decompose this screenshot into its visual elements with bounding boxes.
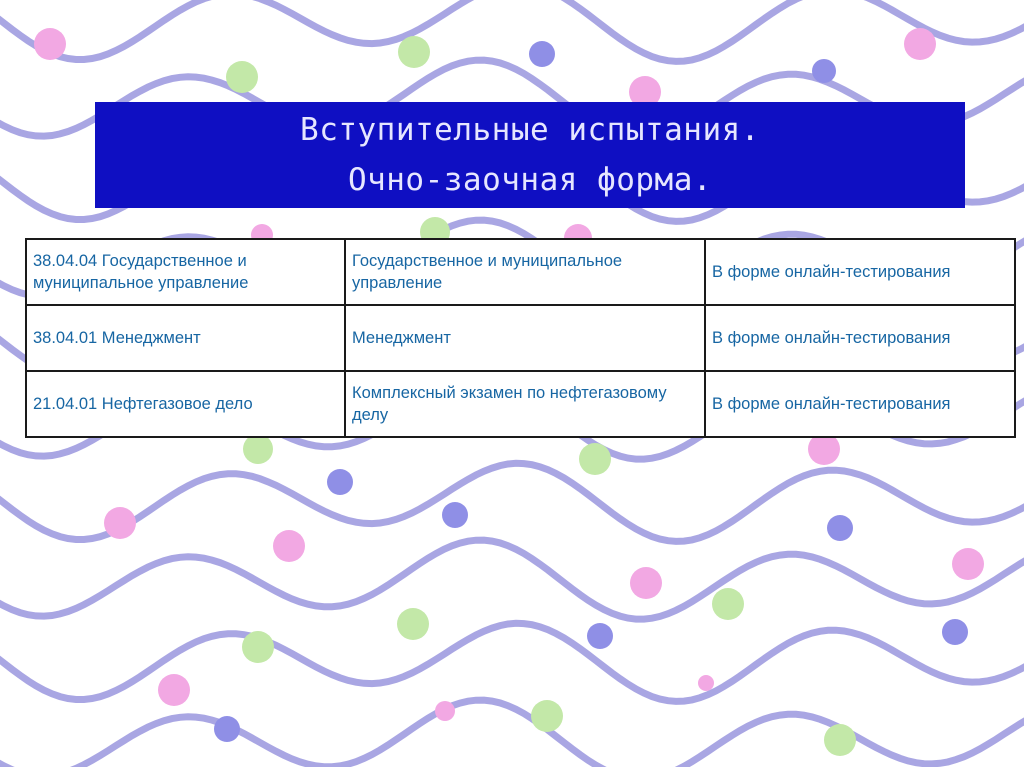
polka-dot bbox=[698, 675, 714, 691]
polka-dot bbox=[942, 619, 968, 645]
polka-dot bbox=[104, 507, 136, 539]
polka-dot bbox=[531, 700, 563, 732]
format-cell: В форме онлайн-тестирования bbox=[705, 305, 1015, 371]
title-line-1: Вступительные испытания. bbox=[300, 112, 760, 148]
slide-title bbox=[95, 102, 965, 208]
program-cell: 21.04.01 Нефтегазовое дело bbox=[26, 371, 345, 437]
polka-dot bbox=[529, 41, 555, 67]
polka-dot bbox=[827, 515, 853, 541]
wave-line bbox=[0, 463, 1024, 541]
table-row bbox=[26, 239, 1015, 305]
polka-dot bbox=[242, 631, 274, 663]
exam-cell: Менеджмент bbox=[345, 305, 705, 371]
polka-dot bbox=[812, 59, 836, 83]
wave-line bbox=[0, 0, 1024, 61]
table-row bbox=[26, 305, 1015, 371]
polka-dot bbox=[226, 61, 258, 93]
polka-dot bbox=[214, 716, 240, 742]
polka-dot bbox=[904, 28, 936, 60]
polka-dot bbox=[630, 567, 662, 599]
polka-dot bbox=[442, 502, 468, 528]
exam-cell: Комплексный экзамен по нефтегазовому делу bbox=[345, 371, 705, 437]
wave-line bbox=[0, 540, 1024, 619]
polka-dot bbox=[397, 608, 429, 640]
polka-dot bbox=[158, 674, 190, 706]
polka-dot bbox=[824, 724, 856, 756]
polka-dot bbox=[34, 28, 66, 60]
polka-dot bbox=[243, 434, 273, 464]
polka-dot bbox=[273, 530, 305, 562]
program-cell: 38.04.01 Менеджмент bbox=[26, 305, 345, 371]
polka-dot bbox=[712, 588, 744, 620]
wave-line bbox=[0, 623, 1024, 701]
exam-table bbox=[25, 238, 1016, 438]
polka-dot bbox=[952, 548, 984, 580]
polka-dot bbox=[587, 623, 613, 649]
title-line-2: Очно-заочная форма. bbox=[347, 162, 713, 198]
polka-dot bbox=[327, 469, 353, 495]
table-row bbox=[26, 371, 1015, 437]
wave-line bbox=[0, 700, 1024, 767]
polka-dot bbox=[398, 36, 430, 68]
format-cell: В форме онлайн-тестирования bbox=[705, 371, 1015, 437]
polka-dot bbox=[435, 701, 455, 721]
format-cell: В форме онлайн-тестирования bbox=[705, 239, 1015, 305]
exam-cell: Государственное и муниципальное управление bbox=[345, 239, 705, 305]
program-cell: 38.04.04 Государственное и муниципальное управление bbox=[26, 239, 345, 305]
polka-dot bbox=[579, 443, 611, 475]
